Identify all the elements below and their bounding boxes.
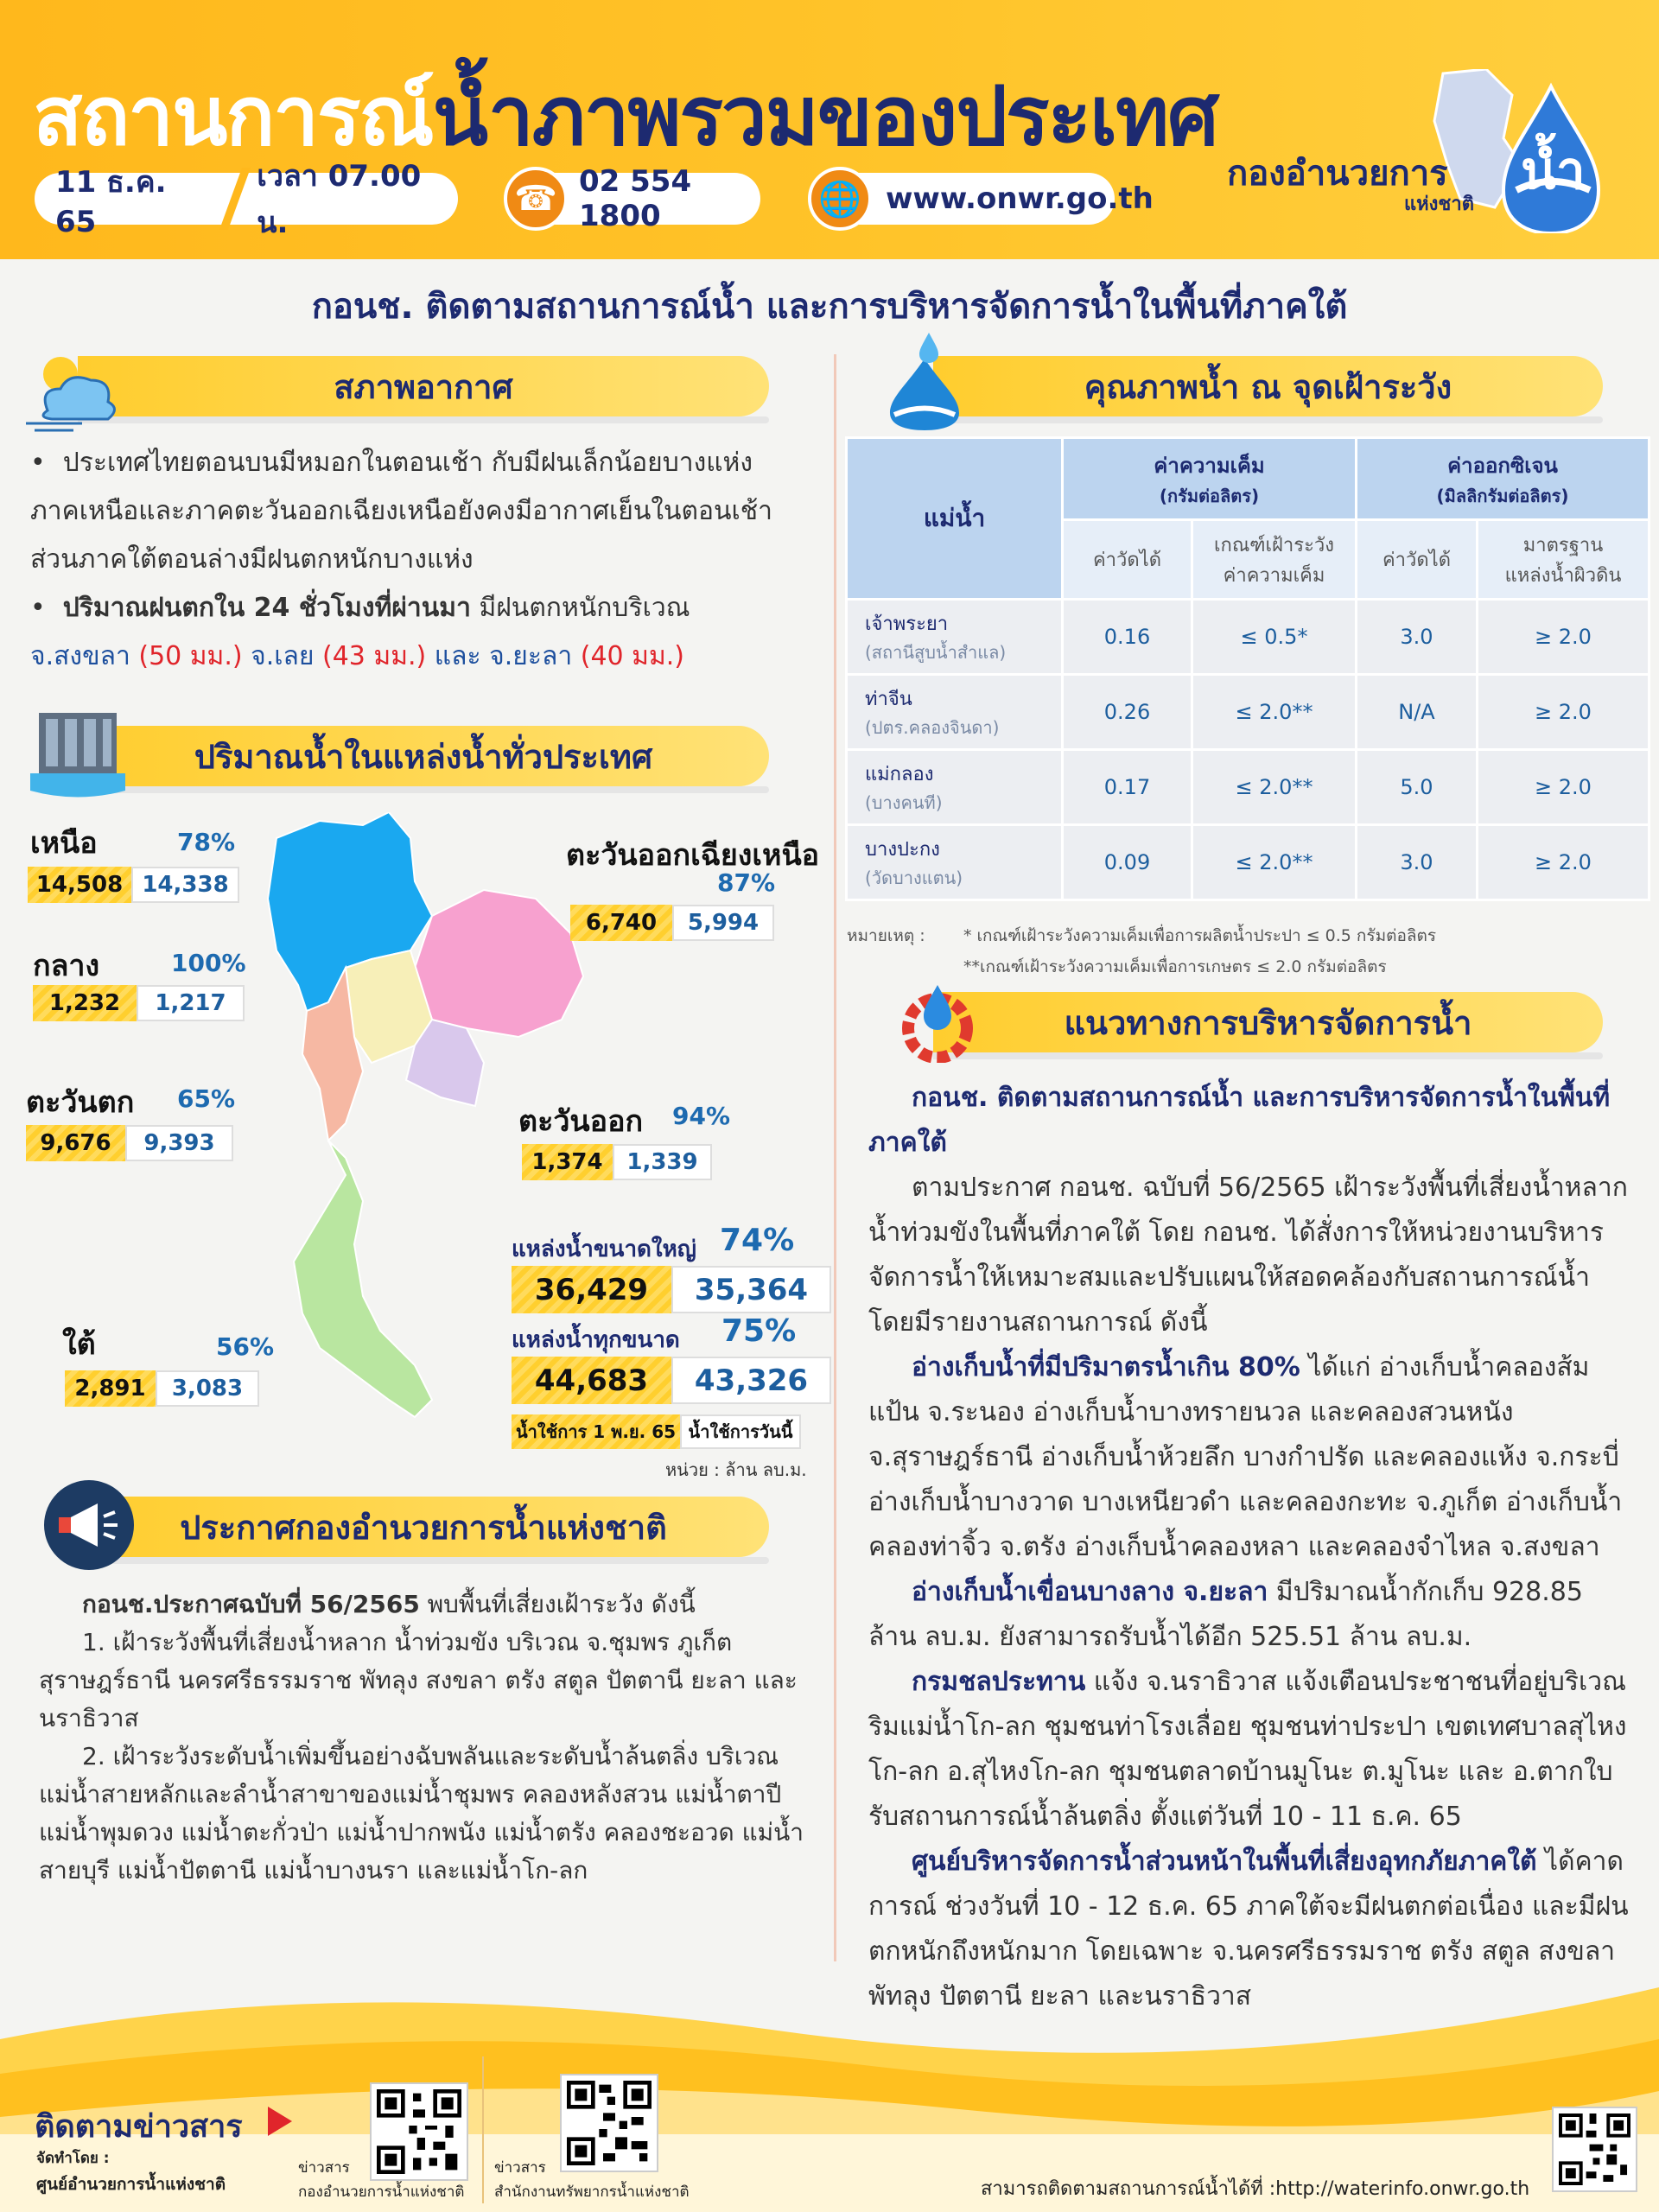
title-part1: สถานการณ์ — [33, 70, 433, 164]
qr-code-onwr-office[interactable] — [562, 2075, 657, 2171]
all-reservoir-values — [512, 1357, 831, 1404]
announcement-heading — [78, 1497, 769, 1557]
note-2: **เกณฑ์เฝ้าระวังความเค็มเพื่อการเกษตร ≤ 2.0 กรัมต่อลิตร — [963, 957, 1387, 976]
region-northeast-values — [570, 905, 774, 941]
management-p4: กรมชลประทาน แจ้ง จ.นราธิวาส แจ้งเตือนประชาชนที่อยู่บริเวณริมแม่น้ำโก-ลก ชุมชนท่าโรงเลื่อย ชุมชนท่าประปา เขตเทศบาลสุไหงโก-ลก อ.สุไหงโก-ลก ชุมชนตลาดบ้านมูโนะ ต.มูโนะ และ อ.ตากใบ รับสถานการณ์น้ำล้นตลิ่ง ตั้งแต่วันที่ 10 - 11 ธ.ค. 65 — [868, 1667, 1627, 1832]
water-quality-heading — [933, 356, 1603, 416]
all-reservoir-pct: 75% — [721, 1313, 797, 1349]
footer-wave — [0, 1936, 1659, 2212]
management-p1: ตามประกาศ กอนช. ฉบับที่ 56/2565 เฝ้าระวังพื้นที่เสี่ยงน้ำหลาก น้ำท่วมขังในพื้นที่ภาคใต้ โดย กอนช. ได้สั่งการให้หน่วยงานบริหารจัดการน้ำให้เหมาะสมและปรับแผนให้สอดคล้องกับสถานการณ์น้ำ โดยมีรายงานสถานการณ์ ดังนี้ — [868, 1173, 1628, 1338]
region-south-name: ใต้ — [62, 1327, 96, 1362]
page-subtitle: กอนช. ติดตามสถานการณ์น้ำ และการบริหารจัดการน้ำในพื้นที่ภาคใต้ — [311, 287, 1348, 327]
region-north-v1: 14,508 — [28, 867, 131, 903]
large-reservoir-label: แหล่งน้ำขนาดใหญ่ — [512, 1236, 696, 1262]
megaphone-icon — [41, 1478, 137, 1573]
all-v1: 44,683 — [512, 1357, 671, 1404]
follow-news-label: ติดตามข่าวสาร — [35, 2109, 243, 2145]
all-v2: 43,326 — [671, 1357, 831, 1404]
col-river: แม่น้ำ — [847, 438, 1063, 600]
arrow-right-icon — [268, 2107, 292, 2136]
date-separator — [219, 168, 251, 230]
region-central-name: กลาง — [33, 949, 100, 983]
unit-label: หน่วย : ล้าน ลบ.ม. — [665, 1459, 807, 1480]
region-south-values — [65, 1370, 259, 1407]
region-south-v1: 2,891 — [65, 1370, 156, 1407]
col-oxygen: ค่าออกซิเจน (มิลลิกรัมต่อลิตร) — [1357, 438, 1649, 520]
region-west-name: ตะวันตก — [26, 1085, 135, 1120]
announcement-item1: 1. เฝ้าระวังพื้นที่เสี่ยงน้ำหลาก น้ำท่วมขัง บริเวณ จ.ชุมพร ภูเก็ต สุราษฎร์ธานี นครศรีธรรมราช พัทลุง สงขลา ตรัง สตูล ปัตตานี ยะลา และนราธิวาส — [39, 1628, 798, 1732]
sub-oxygen-standard: มาตรฐาน แหล่งน้ำผิวดิน — [1478, 520, 1649, 600]
phone-icon: ☎ — [504, 167, 568, 231]
note-1: * เกณฑ์เฝ้าระวังความเค็มเพื่อการผลิตน้ำประปา ≤ 0.5 กรัมต่อลิตร — [963, 926, 1437, 945]
management-p2: อ่างเก็บน้ำที่มีปริมาตรน้ำเกิน 80% ได้แก่ อ่างเก็บน้ำคลองส้มแป้น จ.ระนอง อ่างเก็บน้ำบางทรายนวล และคลองสวนหนัง จ.สุราษฎร์ธานี อ่างเก็บน้ำห้วยลึก บางกำปรัด และคลองแห้ง จ.กระบี่ อ่างเก็บน้ำบางวาด บางเหนียวดำ และคลองกะทะ จ.ภูเก็ต อ่างเก็บน้ำคลองท่าจิ้ว จ.ตรัง อ่างเก็บน้ำคลองหลา และคลองจำไหล จ.สงขลา — [868, 1352, 1623, 1562]
weather-rainfall: จ.สงขลา (50 มม.) จ.เลย (43 มม.) และ จ.ยะลา (40 มม.) — [30, 641, 684, 671]
reservoir-heading — [78, 726, 769, 786]
management-lead: กอนช. ติดตามสถานการณ์น้ำ และการบริหารจัดการน้ำในพื้นที่ภาคใต้ — [868, 1083, 1611, 1158]
region-east-name: ตะวันออก — [518, 1104, 644, 1139]
region-north-v2: 14,338 — [131, 867, 239, 903]
large-reservoir-values — [512, 1266, 831, 1313]
region-west-v1: 9,676 — [26, 1125, 125, 1161]
region-east-v1: 1,374 — [522, 1144, 613, 1180]
region-central-v1: 1,232 — [33, 985, 137, 1021]
dam-icon — [30, 709, 125, 804]
region-central-pct: 100% — [171, 949, 246, 977]
sub-oxygen-measured: ค่าวัดได้ — [1357, 520, 1478, 600]
phone-number: 02 554 1800 — [579, 164, 692, 233]
region-east-pct: 94% — [672, 1102, 731, 1130]
region-central-v2: 1,217 — [137, 985, 245, 1021]
weather-heading-text: สภาพอากาศ — [334, 367, 513, 406]
water-quality-heading-text: คุณภาพน้ำ ณ จุดเฝ้าระวัง — [1084, 367, 1452, 406]
weather-text — [30, 439, 808, 681]
region-northeast-pct: 87% — [717, 868, 776, 897]
cloud-sun-icon — [22, 341, 125, 436]
qr2-label-2: สำนักงานทรัพยากรน้ำแห่งชาติ — [494, 2183, 690, 2201]
qr1-label-2: กองอำนวยการน้ำแห่งชาติ — [298, 2183, 465, 2201]
announcement-lead: กอนช.ประกาศฉบับที่ 56/2565 พบพื้นที่เสี่ยงเฝ้าระวัง ดังนี้ — [82, 1590, 696, 1618]
water-quality-table — [845, 436, 1650, 901]
region-east-values — [522, 1144, 712, 1180]
weather-para1: • ประเทศไทยตอนบนมีหมอกในตอนเช้า กับมีฝนเล็กน้อยบางแห่ง ภาคเหนือและภาคตะวันออกเฉียงเหนือยังคงมีอากาศเย็นในตอนเช้า ส่วนภาคใต้ตอนล่างมีฝนตกหนักบางแห่ง — [30, 448, 772, 575]
weather-heading — [78, 356, 769, 416]
table-row: ท่าจีน (ปตร.คลองจินดา) 0.26 ≤ 2.0** N/A ≥ 2.0 — [847, 675, 1649, 750]
table-row: แม่กลอง (บางคนที) 0.17 ≤ 2.0** 5.0 ≥ 2.0 — [847, 750, 1649, 825]
note-label: หมายเหตุ : — [847, 926, 925, 945]
logo-mark: น้ำ — [1521, 141, 1586, 201]
region-west-values — [26, 1125, 233, 1161]
sub-salinity-measured: ค่าวัดได้ — [1063, 520, 1192, 600]
region-north-values — [28, 867, 239, 903]
large-v1: 36,429 — [512, 1266, 671, 1313]
region-south-v2: 3,083 — [156, 1370, 259, 1407]
region-south-shape — [294, 1141, 432, 1417]
all-reservoir-label: แหล่งน้ำทุกขนาด — [512, 1327, 680, 1353]
website-text: www.onwr.go.th — [886, 181, 1154, 216]
region-north-name: เหนือ — [30, 826, 98, 861]
announcement-heading-text: ประกาศกองอำนวยการน้ำแห่งชาติ — [180, 1508, 667, 1547]
qr-code-onwr[interactable] — [372, 2084, 467, 2179]
logo-text: กองอำนวยการ — [1227, 154, 1448, 194]
water-drop-icon — [881, 328, 968, 432]
large-reservoir-pct: 74% — [720, 1223, 795, 1258]
date-text: 11 ธ.ค. 65 — [55, 165, 167, 239]
table-row: บางปะกง (วัดบางแตน) 0.09 ≤ 2.0** 3.0 ≥ 2.0 — [847, 825, 1649, 900]
qr-code-waterinfo[interactable] — [1554, 2108, 1636, 2190]
qr1-label-1: ข่าวสาร — [298, 2159, 350, 2177]
legend-initial: น้ำใช้การ 1 พ.ย. 65 — [512, 1414, 680, 1449]
col-salinity: ค่าความเค็ม (กรัมต่อลิตร) — [1063, 438, 1357, 520]
time-text: เวลา 07.00 น. — [257, 159, 422, 240]
column-divider — [834, 354, 836, 1961]
waterinfo-link[interactable]: สามารถติดตามสถานการณ์น้ำได้ที่ :http://waterinfo.onwr.go.th — [981, 2178, 1530, 2200]
management-heading — [933, 992, 1603, 1052]
region-east-v2: 1,339 — [613, 1144, 712, 1180]
title-part2: น้ำภาพรวมของประเทศ — [432, 70, 1217, 164]
region-central-values — [33, 985, 245, 1021]
management-p5: ศูนย์บริหารจัดการน้ำส่วนหน้าในพื้นที่เสี่ยงอุทกภัยภาคใต้ ได้คาดการณ์ ช่วงวันที่ 10 - 12 ธ.ค. 65 ภาคใต้จะมีฝนตกต่อเนื่อง และมีฝนตกหนักถึงหนักมาก โดยเฉพาะ จ.นครศรีธรรมราช ตรัง สตูล สงขลา พัทลุง ปัตตานี ยะลา และนราธิวาส — [868, 1847, 1629, 2012]
globe-icon: 🌐 — [808, 167, 872, 231]
region-northeast-name: ตะวันออกเฉียงเหนือ — [566, 838, 820, 873]
reservoir-heading-text: ปริมาณน้ำในแหล่งน้ำทั่วประเทศ — [194, 737, 653, 776]
announcement-item2: 2. เฝ้าระวังระดับน้ำเพิ่มขึ้นอย่างฉับพลันและระดับน้ำล้นตลิ่ง บริเวณแม่น้ำสายหลักและลำน้ำสาขาของแม่น้ำชุมพร คลองหลังสวน แม่น้ำตาปี แม่น้ำพุมดวง แม่น้ำตะกั่วป่า แม่น้ำปากพนัง แม่น้ำตรัง คลองชะอวด แม่น้ำสายบุรี แม่น้ำปัตตานี แม่น้ำบางนรา และแม่น้ำโก-ลก — [39, 1742, 804, 1885]
legend-today: น้ำใช้การวันนี้ — [680, 1414, 801, 1449]
region-northeast-v1: 6,740 — [570, 905, 672, 941]
qr2-label-1: ข่าวสาร — [494, 2159, 546, 2177]
large-v2: 35,364 — [671, 1266, 831, 1313]
region-northeast-v2: 5,994 — [672, 905, 774, 941]
management-p3: อ่างเก็บน้ำเขื่อนบางลาง จ.ยะลา มีปริมาณน้ำกักเก็บ 928.85 ล้าน ลบ.ม. ยังสามารถรับน้ำได้อีก 525.51 ล้าน ลบ.ม. — [868, 1577, 1583, 1652]
sub-salinity-criteria: เกณฑ์เฝ้าระวัง ค่าความเค็ม — [1192, 520, 1357, 600]
region-northeast-shape — [415, 890, 583, 1037]
announcement-text — [39, 1586, 808, 1890]
weather-para2: • ปริมาณฝนตกใน 24 ชั่วโมงที่ผ่านมา มีฝนตกหนักบริเวณ — [30, 593, 690, 623]
management-text — [868, 1076, 1633, 2019]
region-west-pct: 65% — [177, 1084, 236, 1113]
region-south-pct: 56% — [216, 1332, 275, 1361]
table-row: เจ้าพระยา (สถานีสูบน้ำสำแล) 0.16 ≤ 0.5* 3.0 ≥ 2.0 — [847, 600, 1649, 675]
values-legend — [512, 1414, 801, 1449]
footer-divider — [482, 2056, 484, 2203]
producer-label: จัดทำโดย : — [36, 2150, 110, 2167]
region-north-pct: 78% — [177, 828, 236, 856]
date-time-pill — [35, 159, 458, 240]
water-gear-icon — [894, 968, 981, 1063]
producer-org: ศูนย์อำนวยการน้ำแห่งชาติ — [36, 2175, 226, 2194]
region-west-v2: 9,393 — [125, 1125, 233, 1161]
logo-subtext: แห่งชาติ — [1404, 194, 1474, 215]
management-heading-text: แนวทางการบริหารจัดการน้ำ — [1064, 1003, 1472, 1042]
